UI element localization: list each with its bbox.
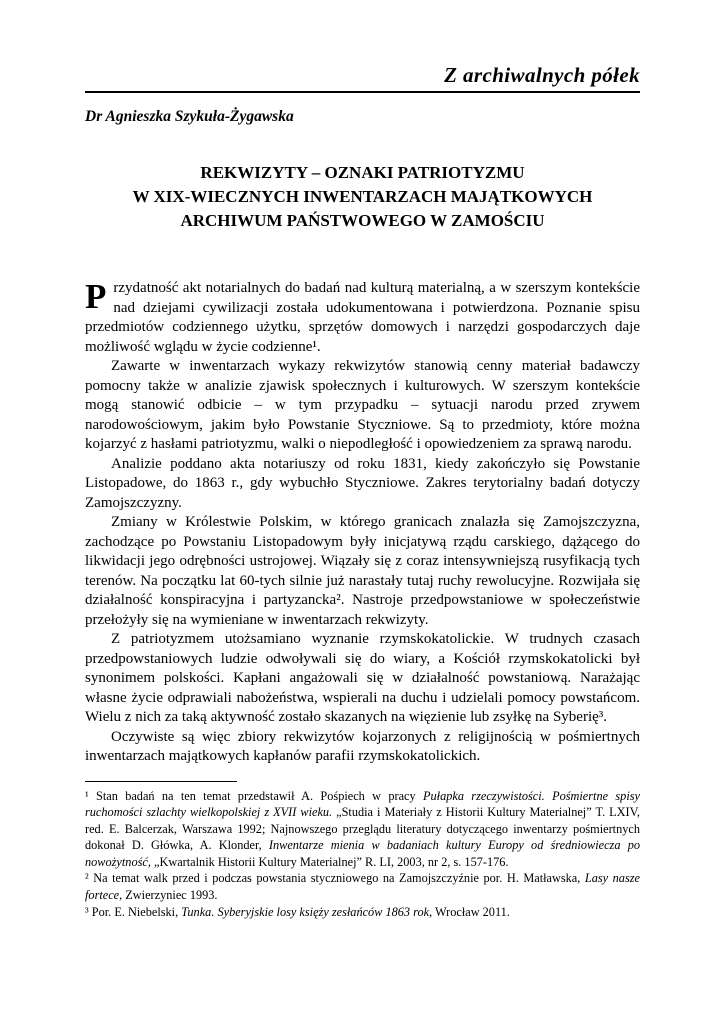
footnote-3 <box>85 904 640 921</box>
footnote-separator <box>85 781 237 782</box>
footnote-3-cited-title: Tunka. Syberyjskie losy księży zesłańców 1863 rok, <box>181 904 433 919</box>
header-rule <box>85 91 640 93</box>
paragraph-4: Zmiany w Królestwie Polskim, w którego granicach znalazła się Zamojszczyzna, zachodzące po Powstaniu Listopadowym były inicjatywą rządu carskiego, dążącego do likwidacji jego odrębności ustrojowej. Wiązały się z coraz intensywniejszą rusyfikacją tych terenów. Na początku lat 60-tych silnie już narastały tutaj ruchy rewolucyjne. Rozwijała się działalność konspiracyjna i partyzancka². Nastroje przedpowstaniowe w społeczeństwie przełożyły się na wymieniane w inwentarzach rekwizyty. <box>85 514 640 628</box>
article-title <box>85 161 640 233</box>
paragraph-1 <box>85 279 640 357</box>
paragraph-1-text: rzydatność akt notarialnych do badań nad kulturą materialną, a w szerszym kontekście nad dziejami cywilizacji została udokumentowana i potwierdzona. Poznanie spisu przedmiotów codziennego użytku, sprzętów domowych i narzędzi gospodarczych daje możliwość wglądu w życie codzienne¹. <box>85 280 640 355</box>
paragraph-3: Analizie poddano akta notariuszy od roku 1831, kiedy zakończyło się Powstanie Listopadowe, do 1863 r., gdy wybuchło Styczniowe. Zakres terytorialny badań dotyczy Zamojszczyzny. <box>85 455 640 511</box>
article-body <box>85 279 640 767</box>
footnote-2-cited-title: Lasy nasze fortece, <box>85 871 640 903</box>
footnote-2-text-2: Zwierzyniec 1993. <box>122 888 218 903</box>
footnote-1-cited-title-2: Inwentarze mienia w badaniach kultury Europy od średniowiecza po nowożytność, <box>85 838 640 869</box>
footnote-3-text-2: Wrocław 2011. <box>432 904 510 919</box>
dropcap-initial: P <box>85 277 107 316</box>
footnote-1-cited-title: Pułapka rzeczywistości. Pośmiertne spisy ruchomości szlachty wielkopolskiej z XVII wieku. <box>85 788 640 820</box>
paragraph-2: Zawarte w inwentarzach wykazy rekwizytów stanowią cenny materiał badawczy pomocny także w analizie zjawisk społecznych i kulturowych. W szerszym kontekście mogą stanowić odbicie – w tym przypadku – sytuacji narodu przed zrywem narodowościowym, jakim było Powstanie Styczniowe. Są to przedmioty, które można kojarzyć z hasłami patriotyzmu, walki o niepodległość i opowiedzeniem za sprawą narodu. <box>85 358 640 452</box>
footnote-1-text: ¹ Stan badań na ten temat przedstawił A. Pośpiech w pracy <box>85 788 423 803</box>
footnote-3-text: ³ Por. E. Niebelski, <box>85 904 182 919</box>
author-byline: Dr Agnieszka Szykuła-Żygawska <box>85 108 294 125</box>
footnote-1-text-3: „Kwartalnik Historii Kultury Materialnej” R. LI, 2003, nr 2, s. 157-176. <box>150 854 509 869</box>
footnote-2-text: ² Na temat walk przed i podczas powstania styczniowego na Zamojszczyźnie por. H. Matławska, <box>85 871 585 886</box>
paragraph-6: Oczywiste są więc zbiory rekwizytów kojarzonych z religijnością w pośmiertnych inwentarzach majątkowych kapłanów parafii rzymskokatolickich. <box>85 728 640 764</box>
page-header <box>85 62 640 127</box>
footnote-1 <box>85 788 640 871</box>
footnote-2 <box>85 870 640 903</box>
article-title-line-1: REKWIZYTY – OZNAKI PATRIOTYZMU <box>200 163 525 182</box>
footnotes-section <box>85 781 640 921</box>
series-title: Z archiwalnych półek <box>444 63 640 87</box>
article-title-line-2: W XIX-WIECZNYCH INWENTARZACH MAJĄTKOWYCH <box>132 187 593 206</box>
article-title-line-3: ARCHIWUM PAŃSTWOWEGO W ZAMOŚCIU <box>180 211 545 230</box>
paragraph-5: Z patriotyzmem utożsamiano wyznanie rzymskokatolickie. W trudnych czasach przedpowstaniowych ludzie odwoływali się do wiary, a Kościół rzymskokatolicki był synonimem polskości. Kapłani angażowali się w działalność powstaniową. Narażając własne życie odprawiali nabożeństwa, wspierali na duchu i udzielali pomocy powstańcom. Wielu z nich za taką aktywność zostało skazanych na więzienie lub zsyłkę na Syberię³. <box>85 631 640 725</box>
footnote-1-text-2: „Studia i Materiały z Historii Kultury Materialnej” T. LXIV, red. E. Balcerzak, Warszawa 1992; Najnowszego przeglądu literatury dotyczącego inwentarzy pośmiertnych dokonał D. Główka, A. Klonder, <box>85 805 640 853</box>
